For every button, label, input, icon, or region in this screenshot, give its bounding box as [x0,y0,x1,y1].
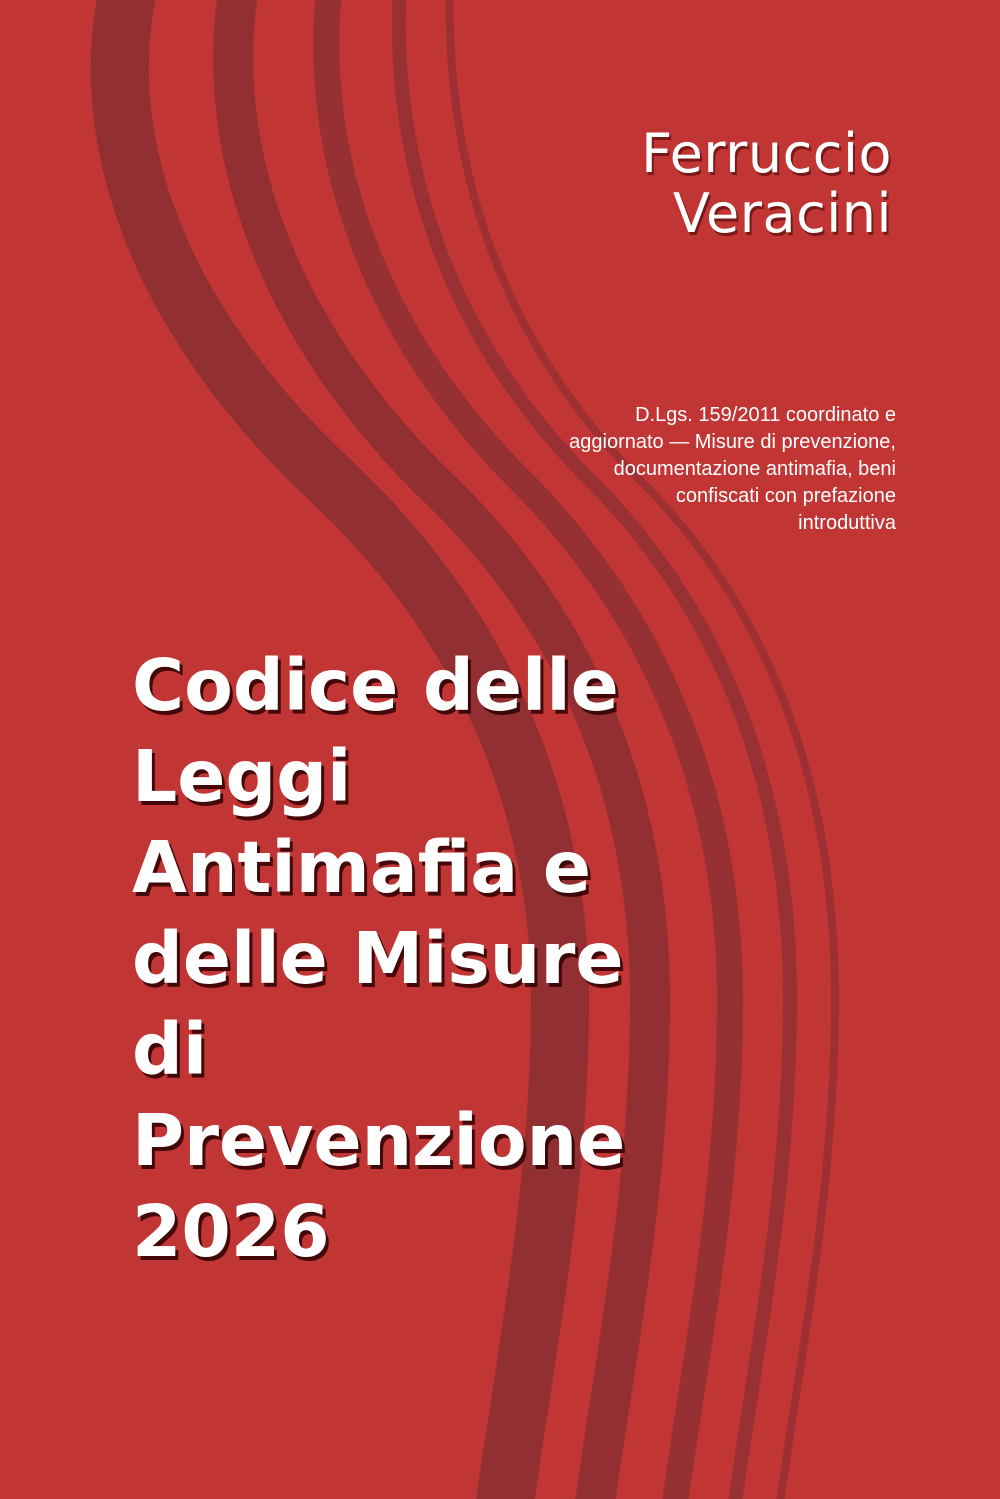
subtitle [376,402,896,537]
subtitle-line: introduttiva [798,512,896,534]
title-line: delle Misure [132,917,624,1000]
title-line: Leggi [132,735,352,818]
title-line: Codice delle [132,644,619,727]
title-line: di [132,1008,208,1091]
subtitle-line: aggiornato — Misure di prevenzione, [569,431,896,453]
subtitle-line: documentazione antimafia, beni [613,458,896,480]
book-title [132,640,892,1277]
subtitle-line: confiscati con prefazione [675,485,896,507]
subtitle-line: D.Lgs. 159/2011 coordinato e [635,404,896,426]
author-last-name: Veracini [672,182,892,245]
author-first-name: Ferruccio [641,122,892,185]
title-line: Antimafia e [132,826,592,909]
author-name [392,124,892,244]
title-line: Prevenzione [132,1099,626,1182]
title-line: 2026 [132,1190,330,1273]
